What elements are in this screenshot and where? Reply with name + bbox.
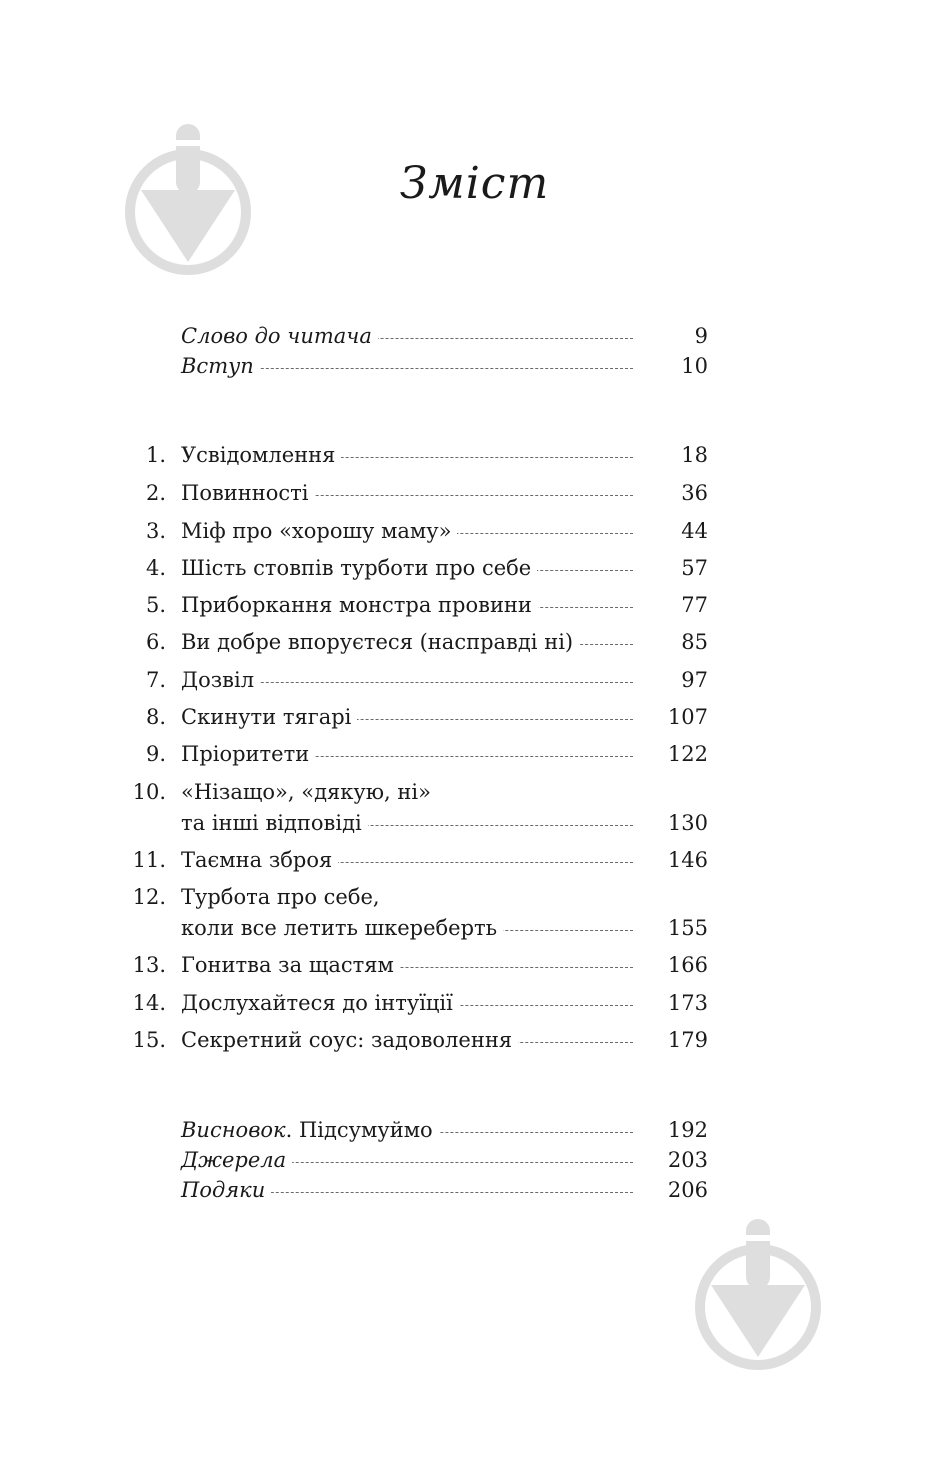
entry-title: Дослухайтеся до інтуїції	[181, 988, 459, 1018]
watermark-logo-icon	[693, 1217, 823, 1377]
entry-title: Приборкання монстра провини	[181, 590, 538, 620]
toc-entry-chapter-9[interactable]	[0, 739, 949, 769]
entry-title: Секретний соус: задоволення	[181, 1025, 518, 1055]
page-title: Зміст	[399, 158, 550, 209]
toc-entry-chapter-10-line2[interactable]	[0, 808, 949, 838]
entry-page: 203	[667, 1148, 708, 1172]
entry-title: Міф про «хорошу маму»	[181, 516, 457, 546]
entry-page: 44	[681, 519, 708, 543]
entry-title: Гонитва за щастям	[181, 950, 400, 980]
entry-page: 97	[681, 668, 708, 692]
entry-page: 122	[667, 742, 708, 766]
entry-title: Вступ	[181, 351, 260, 381]
chapter-number: 13.	[132, 953, 166, 977]
toc-entry-chapter-11[interactable]	[0, 845, 949, 875]
entry-page: 10	[681, 354, 708, 378]
entry-page: 85	[681, 630, 708, 654]
toc-entry-chapter-14[interactable]	[0, 988, 949, 1018]
toc-entry-chapter-5[interactable]	[0, 590, 949, 620]
toc-entry-chapter-4[interactable]	[0, 553, 949, 583]
entry-page: 18	[681, 443, 708, 467]
entry-title	[181, 1115, 439, 1145]
toc-entry-chapter-12-line1[interactable]	[0, 882, 949, 912]
entry-page: 173	[667, 991, 708, 1015]
entry-title: Усвідомлення	[181, 440, 341, 470]
entry-title: Таємна зброя	[181, 845, 338, 875]
entry-title-line1: «Нізащо», «дякую, ні»	[181, 780, 431, 804]
toc-entry-chapter-1[interactable]	[0, 440, 949, 470]
chapter-number: 10.	[132, 780, 166, 804]
entry-title: Повинності	[181, 478, 315, 508]
chapter-number: 4.	[145, 556, 166, 580]
entry-page: 107	[667, 705, 708, 729]
chapter-number: 12.	[132, 885, 166, 909]
chapter-number: 11.	[132, 848, 166, 872]
entry-page: 9	[694, 324, 708, 348]
chapter-number: 1.	[145, 443, 166, 467]
entry-title: Дозвіл	[181, 665, 260, 695]
toc-entry-foreword[interactable]	[0, 321, 949, 351]
entry-page: 192	[667, 1118, 708, 1142]
chapter-number: 7.	[145, 668, 166, 692]
toc-entry-chapter-8[interactable]	[0, 702, 949, 732]
entry-page: 77	[681, 593, 708, 617]
entry-title: Шість стовпів турботи про себе	[181, 553, 537, 583]
chapter-number: 8.	[145, 705, 166, 729]
entry-page: 146	[667, 848, 708, 872]
toc-entry-chapter-6[interactable]	[0, 627, 949, 657]
entry-page: 57	[681, 556, 708, 580]
toc-entry-chapter-10-line1[interactable]	[0, 777, 949, 807]
entry-page: 155	[667, 916, 708, 940]
entry-title-rest: . Підсумуймо	[285, 1118, 433, 1142]
toc-entry-chapter-7[interactable]	[0, 665, 949, 695]
chapter-number: 14.	[132, 991, 166, 1015]
entry-page: 130	[667, 811, 708, 835]
chapter-number: 5.	[145, 593, 166, 617]
chapter-number: 2.	[145, 481, 166, 505]
entry-title-line2: коли все летить шкереберть	[181, 913, 503, 943]
toc-entry-chapter-2[interactable]	[0, 478, 949, 508]
chapter-number: 15.	[132, 1028, 166, 1052]
entry-page: 36	[681, 481, 708, 505]
chapter-number: 3.	[145, 519, 166, 543]
chapter-number: 6.	[145, 630, 166, 654]
entry-title-italic: Висновок	[181, 1118, 286, 1142]
entry-title: Слово до читача	[181, 321, 378, 351]
toc-entry-chapter-3[interactable]	[0, 516, 949, 546]
entry-title-line1: Турбота про себе,	[181, 885, 380, 909]
toc-entry-introduction[interactable]	[0, 351, 949, 381]
toc-entry-chapter-12-line2[interactable]	[0, 913, 949, 943]
toc-entry-chapter-13[interactable]	[0, 950, 949, 980]
entry-page: 206	[667, 1178, 708, 1202]
toc-entry-acknowledgements[interactable]	[0, 1175, 949, 1205]
toc-entry-conclusion[interactable]	[0, 1115, 949, 1145]
toc-entry-sources[interactable]	[0, 1145, 949, 1175]
entry-page: 179	[667, 1028, 708, 1052]
toc-entry-chapter-15[interactable]	[0, 1025, 949, 1055]
entry-title: Джерела	[181, 1145, 292, 1175]
entry-page: 166	[667, 953, 708, 977]
entry-title: Пріоритети	[181, 739, 315, 769]
entry-title: Подяки	[181, 1175, 271, 1205]
entry-title: Ви добре впоруєтеся (насправді ні)	[181, 627, 579, 657]
entry-title-line2: та інші відповіді	[181, 808, 368, 838]
entry-title: Скинути тягарі	[181, 702, 357, 732]
chapter-number: 9.	[145, 742, 166, 766]
